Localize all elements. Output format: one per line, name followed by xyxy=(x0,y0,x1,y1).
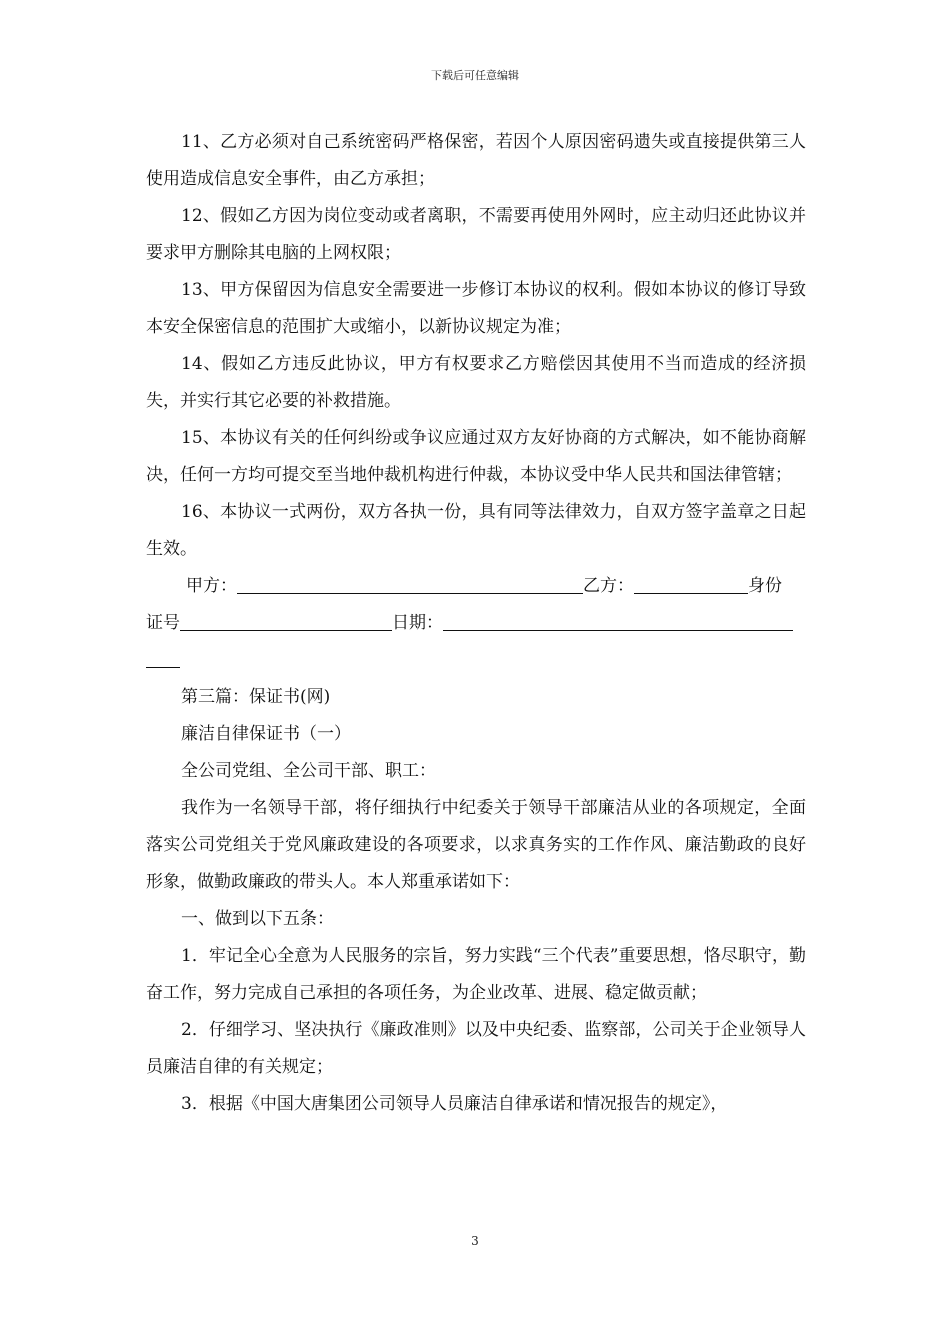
clause-16: 16、本协议一式两份，双方各执一份，具有同等法律效力，自双方签字盖章之日起生效。 xyxy=(146,502,806,559)
clause-12: 12、假如乙方因为岗位变动或者离职，不需要再使用外网时，应主动归还此协议并要求甲方删除其电脑的上网权限； xyxy=(146,206,806,263)
salutation: 全公司党组、全公司干部、职工： xyxy=(181,761,436,781)
id-label-part1: 身份 xyxy=(748,576,782,596)
id-label-part2: 证号 xyxy=(146,613,180,633)
clause-15: 15、本协议有关的任何纠纷或争议应通过双方友好协商的方式解决，如不能协商解决，任何一方均可提交至当地仲裁机构进行仲裁，本协议受中华人民共和国法律管辖； xyxy=(146,428,806,485)
signature-line-2 xyxy=(146,605,806,642)
body-item-3: 3．根据《中国大唐集团公司领导人员廉洁自律承诺和情况报告的规定》， xyxy=(181,1094,728,1114)
section-title: 第三篇：保证书(网) xyxy=(181,687,331,707)
date-blank-continued xyxy=(146,647,180,668)
party-a-blank xyxy=(237,573,583,594)
clause-14: 14、假如乙方违反此协议，甲方有权要求乙方赔偿因其使用不当而造成的经济损失，并实行其它必要的补救措施。 xyxy=(146,354,806,411)
party-b-label: 乙方： xyxy=(583,576,634,596)
clause-13: 13、甲方保留因为信息安全需要进一步修订本协议的权利。假如本协议的修订导致本安全保密信息的范围扩大或缩小，以新协议规定为准； xyxy=(146,280,806,337)
subtitle: 廉洁自律保证书（一） xyxy=(181,724,351,744)
signature-line-3 xyxy=(146,642,806,679)
party-b-blank xyxy=(634,573,748,594)
signature-line-1 xyxy=(146,568,806,605)
page-header: 下载后可任意编辑 xyxy=(431,69,519,82)
date-blank xyxy=(443,610,793,631)
body-item-2: 2．仔细学习、坚决执行《廉政准则》以及中央纪委、监察部，公司关于企业领导人员廉洁自律的有关规定； xyxy=(146,1020,806,1077)
body-item-1: 1．牢记全心全意为人民服务的宗旨，努力实践“三个代表”重要思想，恪尽职守，勤奋工作，努力完成自己承担的各项任务，为企业改革、进展、稳定做贡献； xyxy=(146,946,806,1003)
clause-11: 11、乙方必须对自己系统密码严格保密，若因个人原因密码遗失或直接提供第三人使用造成信息安全事件，由乙方承担； xyxy=(146,132,806,189)
date-label: 日期： xyxy=(392,613,443,633)
body-heading-one: 一、做到以下五条： xyxy=(181,909,334,929)
page-number: 3 xyxy=(471,1234,479,1248)
document-body xyxy=(146,124,806,1123)
id-blank xyxy=(180,610,392,631)
party-a-label: 甲方： xyxy=(186,576,237,596)
body-paragraph-intro: 我作为一名领导干部，将仔细执行中纪委关于领导干部廉洁从业的各项规定，全面落实公司党组关于党风廉政建设的各项要求，以求真务实的工作作风、廉洁勤政的良好形象，做勤政廉政的带头人。本人郑重承诺如下： xyxy=(146,798,806,892)
